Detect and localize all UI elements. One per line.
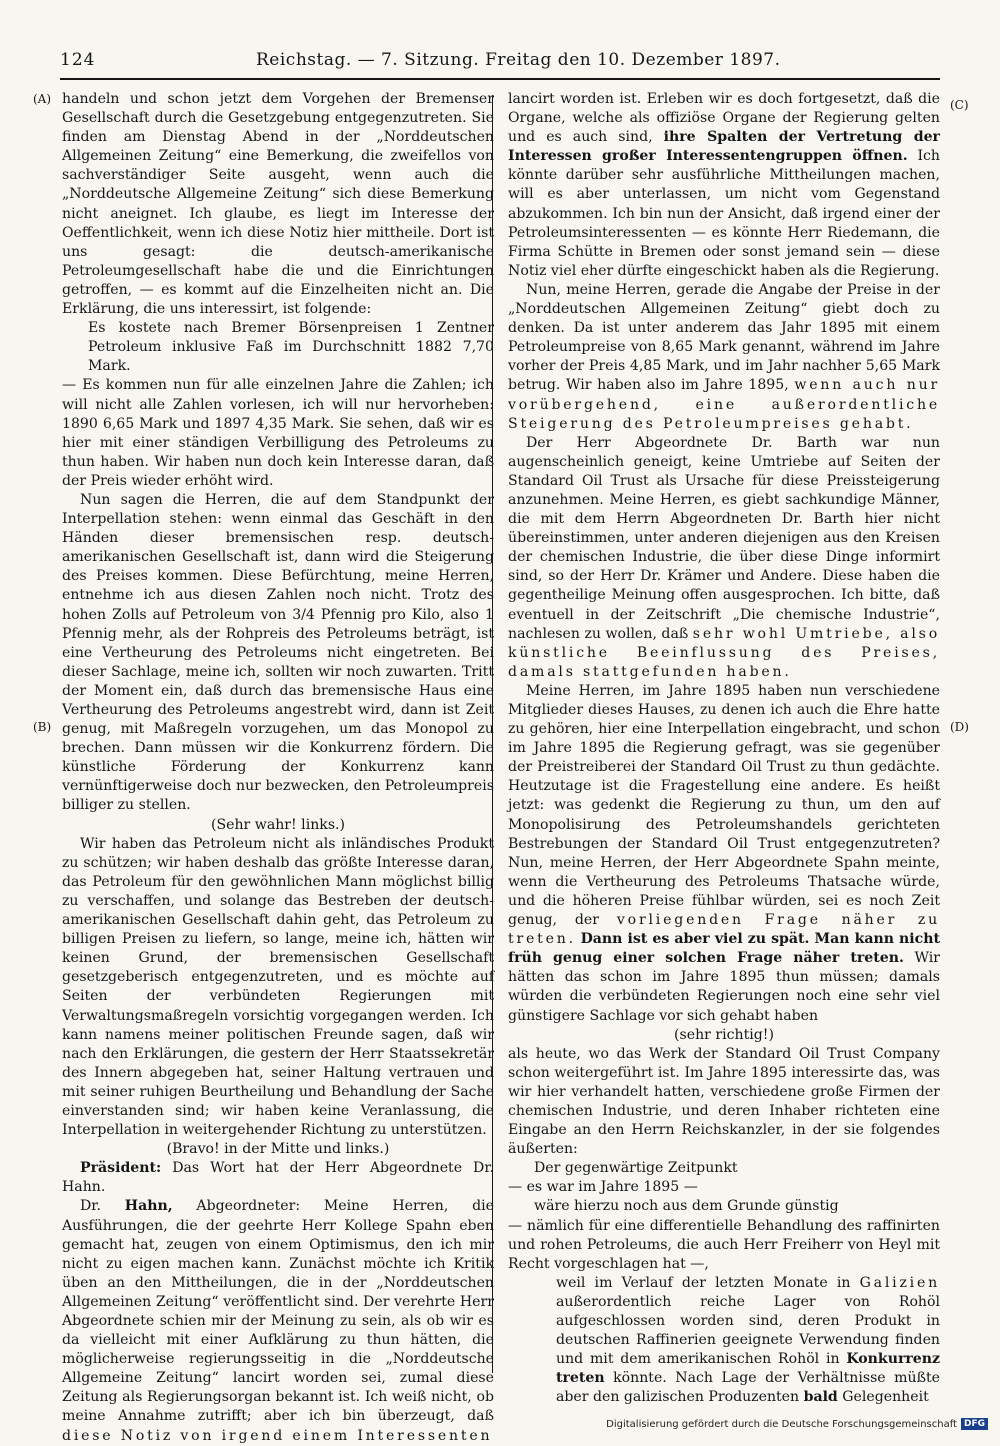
text-run: lancirt worden ist. Erleben wir es doch fortgesetzt, daß die Organe, welche als offiziöse Organe der Regierung gelten und es auch sind,	[508, 91, 940, 146]
bold-text: Dann ist es aber viel zu spät. Man kann nicht früh genug einer solchen Frage näher treten.	[508, 931, 940, 967]
interjection: (Bravo! in der Mitte und links.)	[166, 1141, 390, 1158]
bold-text: ihre Spalten der Vertretung der Interessen großer Interessentengruppen öffnen.	[508, 129, 940, 165]
text-run: Nun, meine Herren, gerade die Angabe der Preise in der „Norddeutschen Allgemeinen Zeitung“ giebt doch zu denken. Da ist unter anderem das Jahr 1895 mit einem Petroleumpreise von 8,65 Mark genannt, während im Jahre vorher der Preis 4,85 Mark, und im Jahr nachher 5,65 Mark betrug. Wir haben also im Jahre 1895,	[508, 281, 940, 394]
credit-text: Digitalisierung gefördert durch die Deutsche Forschungsgemeinschaft	[606, 1418, 957, 1430]
speaker-text: Abgeordneter: Meine Herren, die Ausführungen, die der geehrte Herr Kollege Spahn eben gemacht hat, zeugen von einem Optimismus, den ich mir nicht zu eigen machen kann. Zunächst möchte ich Kritik üben an den Mittheilungen, die in der „Norddeutschen Allgemeinen Zeitung“ veröffentlicht sind. Der verehrte Herr Abgeordnete schien mir der Meinung zu sein, als ob wir es da vielleicht mit einer Aufklärung zu thun hätten, die möglicherweise regierungsseitig in die „Norddeutsche Allgemeine Zeitung“ lancirt worden sei, zumal diese Zeitung als Regierungsorgan bekannt ist. Ich weiß nicht, ob meine Annahme zutrifft; aber ich bin überzeugt, daß	[62, 1198, 494, 1425]
text-run: könnte. Nach Lage der Verhältnisse müßte aber den galizischen Produzenten	[556, 1370, 940, 1406]
speaker-title: Dr.	[80, 1198, 101, 1215]
quotation: Der gegenwärtige Zeitpunkt	[534, 1160, 738, 1177]
emphasis-text: sehr wohl Umtriebe, also künstliche Beeinflussung des Preises, damals stattgefunden haben.	[508, 625, 940, 680]
text-run: außerordentlich reiche Lager von Rohöl aufgeschlossen worden sind, deren Produkt in deutschen Raffinerien geeignete Verwendung finden und mit dem amerikanischen Rohöl in	[556, 1293, 940, 1368]
text-run: Der Herr Abgeordnete Dr. Barth war nun augenscheinlich geneigt, keine Umtriebe auf Seiten der Standard Oil Trust als Ursache für diese Preissteigerung anzunehmen. Meine Herren, es giebt sachkundige Männer, die mit dem Herrn Abgeordneten Dr. Barth hier nicht übereinstimmen, unter anderen diejenigen aus den Kreisen der chemischen Industrie, die über diese Dinge informirt sind, so der Herr Dr. Krämer und Andere. Diese haben die gegentheilige Meinung offen ausgesprochen. Ich bitte, daß eventuell in der Zeitschrift „Die chemische Industrie“, nachlesen zu wollen, daß	[508, 434, 940, 642]
paragraph	[508, 434, 940, 682]
emphasis-text: vorliegenden Frage näher zu treten.	[508, 912, 940, 948]
paragraph: handeln und schon jetzt dem Vorgehen der Bremenser Gesellschaft durch die Gesetzgebung entgegenzutreten. Sie finden am Dienstag Abend in der „Norddeutschen Allgemeinen Zeitung“ eine Bemerkung, die zweifellos von sachverständiger Seite ausgeht, wenn auch die „Norddeutsche Allgemeine Zeitung“ sich diese Bemerkung nicht aneignet. Ich glaube, es liegt im Interesse der Oeffentlichkeit, wenn ich diese Notiz hier mittheile. Dort ist uns gesagt: die deutsch-amerikanische Petroleumgesellschaft habe die und die Einrichtungen getroffen, — es kommt auf die Einzelheiten nicht an. Die Erklärung, die uns interessirt, ist folgende:	[62, 91, 494, 318]
speaker-paragraph	[62, 1197, 494, 1445]
margin-marker-a: (A)	[33, 92, 52, 106]
speaker-name: Hahn,	[124, 1198, 173, 1215]
page-number: 124	[60, 50, 96, 70]
right-column	[508, 90, 941, 1406]
emphasis-text: diese Notiz von irgend einem Interessenten	[62, 1427, 493, 1444]
dfg-logo: DFG	[961, 1418, 988, 1430]
text-run: weil im Verlauf der letzten Monate in	[556, 1274, 851, 1291]
inserted-remark: — es war im Jahre 1895 —	[508, 1179, 698, 1196]
speaker-paragraph	[62, 1159, 494, 1197]
running-title: Reichstag. — 7. Sitzung. Freitag den 10. Dezember 1897.	[256, 50, 781, 70]
margin-marker-b: (B)	[33, 720, 52, 734]
quotation: wäre hierzu noch aus dem Grunde günstig	[534, 1198, 839, 1215]
bold-text: Konkurrenz treten	[556, 1351, 941, 1387]
page-header	[60, 50, 940, 78]
paragraph	[508, 90, 940, 281]
speaker-text: Das Wort hat der Herr Abgeordnete Dr. Hahn.	[62, 1160, 494, 1196]
left-column	[62, 90, 494, 1444]
bold-text: bald	[803, 1389, 838, 1406]
quotation: Es kostete nach Bremer Börsenpreisen 1 Zentner Petroleum inklusive Faß im Durchschnitt 1882 7,70 Mark.	[88, 320, 494, 375]
paragraph: Nun sagen die Herren, die auf dem Standpunkt der Interpellation stehen: wenn einmal das Geschäft in den Händen dieser bremensischen resp. deutsch-amerikanischen Gesellschaft ist, dann wird die Steigerung des Preises kommen. Diese Befürchtung, meine Herren, entnehme ich aus diesen Zahlen noch nicht. Trotz des hohen Zolls auf Petroleum von 3/4 Pfennig pro Kilo, also 1 Pfennig mehr, als der Rohpreis des Petroleums beträgt, ist eine Vertheurung des Petroleums nicht eingetreten. Bei dieser Sachlage, meine ich, sollten wir noch zuwarten. Tritt der Moment ein, daß durch das bremensische Haus eine Vertheurung des Petroleums angestrebt wird, dann ist Zeit genug, mit Maßregeln vorzugehen, um das Monopol zu brechen. Dann müssen wir die Konkurrenz fördern. Die künstliche Förderung der Konkurrenz kann vernünftigerweise doch nur bezwecken, den Petroleumpreis billiger zu stellen.	[62, 491, 494, 814]
text-run: Ich könnte darüber sehr ausführliche Mittheilungen machen, will es aber unterlassen, um nicht vom Gegenstand abzukommen. Ich bin nun der Ansicht, daß irgend einer der Petroleumsinteressenten — es könnte Herr Riedemann, die Firma Schütte in Bremen oder sonst jemand sein — diese Notiz viel eher dürfte eingeschickt haben als die Regierung.	[508, 148, 940, 279]
text-run: Meine Herren, im Jahre 1895 haben nun verschiedene Mitglieder dieses Hauses, zu denen ich auch die Ehre hatte zu gehören, hier eine Interpellation eingebracht, und schon im Jahre 1895 die Regierung gefragt, was sie gegenüber der Preistreiberei der Standard Oil Trust zu thun gedächte. Heutzutage ist die Fragestellung eine andere. Es heißt jetzt: was gedenkt die Regierung zu thun, um den auf Monopolisirung des Petroleumshandels gerichteten Bestrebungen der Standard Oil Trust entgegenzutreten? Nun, meine Herren, der Herr Abgeordnete Spahn meinte, wenn die Vertheurung des Petroleums Thatsache würde, und die höheren Preise fühlbar würden, sei es noch Zeit genug, der	[508, 682, 940, 929]
paragraph	[508, 281, 940, 434]
paragraph: — Es kommen nun für alle einzelnen Jahre die Zahlen; ich will nicht alle Zahlen vorlesen, ich will nur hervorheben: 1890 6,65 Mark und 1897 4,35 Mark. Sie sehen, daß wir es hier mit einer ständigen Verbilligung des Petroleums zu thun haben. Wir haben nun doch kein Interesse daran, daß der Preis wieder erhöht wird.	[62, 377, 494, 489]
digitization-credit	[606, 1418, 988, 1430]
paragraph: Wir haben das Petroleum nicht als inländisches Produkt zu schützen; wir haben deshalb das größte Interesse daran, das Petroleum für den gewöhnlichen Mann möglichst billig zu verschaffen, und solange das Bestreben der deutsch-amerikanischen Gesellschaft dahin geht, das Petroleum zu billigen Preisen zu liefern, so lange, meine ich, hätten wir keinen Grund, der bremensischen Gesellschaft gesetzgeberisch entgegenzutreten, und es möchte auf Seiten der verbündeten Regierungen mit Verwaltungsmaßregeln vorsichtig vorgegangen werden. Ich kann namens meiner politischen Freunde sagen, daß wir nach den Erklärungen, die gestern der Herr Staatssekretär des Innern abgegeben hat, seiner Haltung vertrauen und mit seiner ruhigen Beurtheilung und Behandlung der Sache einverstanden sind; wir haben keine Veranlassung, die Interpellation in weitergehender Richtung zu unterstützen.	[62, 835, 494, 1139]
interjection: (Sehr wahr! links.)	[210, 816, 346, 833]
emphasis-text: wenn auch nur vorübergehend, eine außerordentliche Steigerung des Petroleumpreises gehabt.	[508, 377, 940, 432]
text-run: Gelegenheit	[842, 1389, 929, 1406]
paragraph: als heute, wo das Werk der Standard Oil Trust Company schon weitergeführt ist. Im Jahre 1895 interessirte das, was wir hier verhandelt hatten, verschiedene große Firmen der chemischen Industrie, und deren Inhaber richteten eine Eingabe an den Herrn Reichskanzler, in der sie folgendes äußerten:	[508, 1045, 940, 1158]
interjection: (sehr richtig!)	[674, 1026, 774, 1043]
margin-marker-c: (C)	[950, 98, 969, 112]
emphasis-text: Galizien	[859, 1274, 940, 1291]
quotation	[508, 1274, 940, 1408]
margin-marker-d: (D)	[950, 720, 969, 734]
header-rule	[60, 78, 940, 80]
inserted-remark: — nämlich für eine differentielle Behandlung des raffinirten und rohen Petroleums, die auch Herr Freiherr von Heyl mit Recht vorgeschlagen hat —,	[508, 1217, 940, 1272]
paragraph	[508, 682, 940, 1026]
text-run: Wir hätten das schon im Jahre 1895 thun müssen; damals würden die verbündeten Regierungen noch eine sehr viel günstigere Sachlage vor sich gehabt haben	[508, 950, 940, 1024]
speaker-label: Präsident:	[80, 1160, 162, 1177]
